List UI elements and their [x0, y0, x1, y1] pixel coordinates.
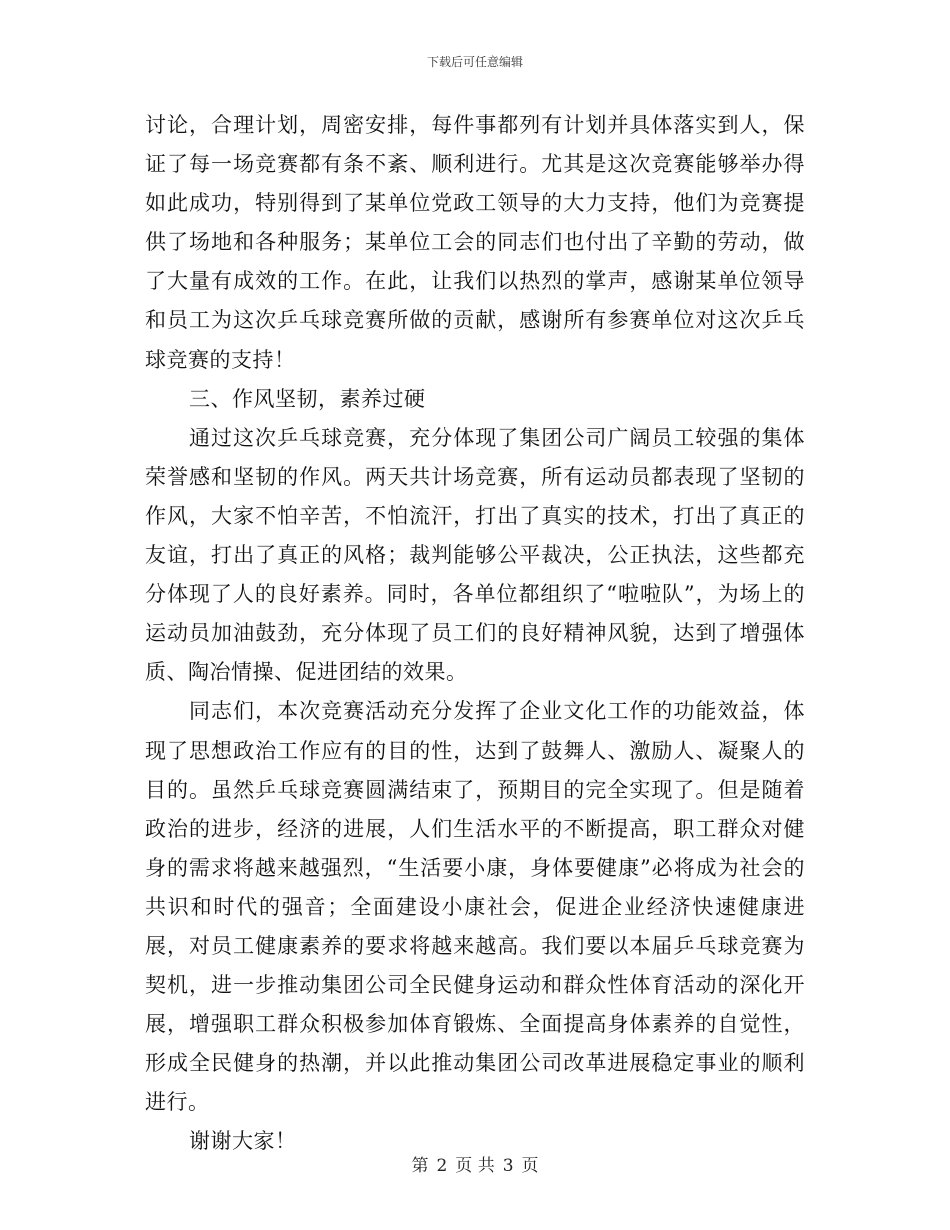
- footer-middle: 页 共: [455, 1156, 495, 1176]
- paragraph-competition-spirit: 通过这次乒乓球竞赛，充分体现了集团公司广阔员工较强的集体荣誉感和坚韧的作风。两天共计场竞赛，所有运动员都表现了坚韧的作风，大家不怕辛苦，不怕流汗，打出了真实的技术，打出了真正的友谊，打出了真正的风格；裁判能够公平裁决，公正执法，这些都充分体现了人的良好素养。同时，各单位都组织了“啦啦队”，为场上的运动员加油鼓劲，充分体现了员工们的良好精神风貌，达到了增强体质、陶冶情操、促进团结的效果。: [145, 425, 805, 685]
- footer-page-number: 2: [436, 1156, 448, 1176]
- closing-thanks: 谢谢大家！: [189, 1129, 297, 1154]
- page-footer: [0, 1156, 950, 1176]
- document-body: [145, 106, 805, 1162]
- footer-total-pages: 3: [502, 1156, 514, 1176]
- paragraph-conclusion: 同志们，本次竞赛活动充分发挥了企业文化工作的功能效益，体现了思想政治工作应有的目的性，达到了鼓舞人、激励人、凝聚人的目的。虽然乒乓球竞赛圆满结束了，预期目的完全实现了。但是随着政治的进步，经济的进展，人们生活水平的不断提高，职工群众对健身的需求将越来越强烈，“生活要小康，身体要健康”必将成为社会的共识和时代的强音；全面建设小康社会，促进企业经济快速健康进展，对员工健康素养的要求将越来越高。我们要以本届乒乓球竞赛为契机，进一步推动集团公司全民健身运动和群众性体育活动的深化开展，增强职工群众积极参加体育锻炼、全面提高身体素养的自觉性，形成全民健身的热潮，并以此推动集团公司改革进展稳定事业的顺利进行。: [145, 699, 805, 1115]
- footer-suffix: 页: [521, 1156, 539, 1176]
- page-header: 下载后可任意编辑: [426, 55, 523, 69]
- section-heading: 三、作风坚韧，素养过硬: [189, 386, 426, 411]
- footer-prefix: 第: [411, 1156, 429, 1176]
- paragraph-continuation: 讨论，合理计划，周密安排，每件事都列有计划并具体落实到人，保证了每一场竞赛都有条不紊、顺利进行。尤其是这次竞赛能够举办得如此成功，特别得到了某单位党政工领导的大力支持，他们为竞赛提供了场地和各种服务；某单位工会的同志们也付出了辛勤的劳动，做了大量有成效的工作。在此，让我们以热烈的掌声，感谢某单位领导和员工为这次乒乓球竞赛所做的贡献，感谢所有参赛单位对这次乒乓球竞赛的支持！: [145, 113, 805, 372]
